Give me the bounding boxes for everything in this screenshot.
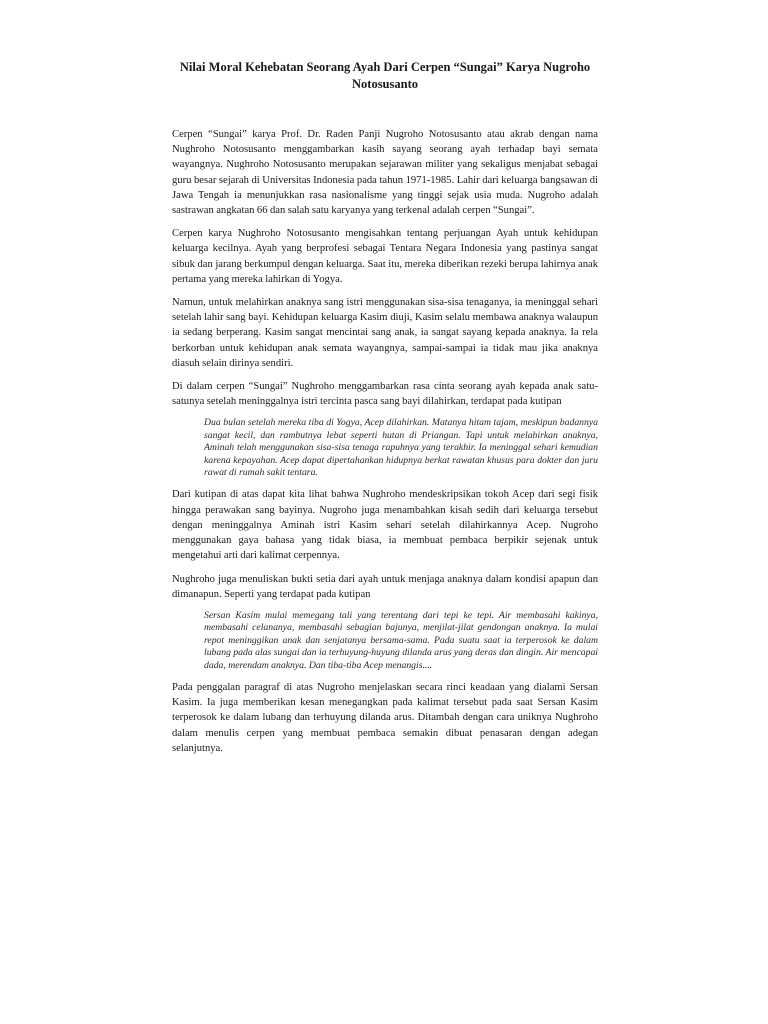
- document-title: Nilai Moral Kehebatan Seorang Ayah Dari Cerpen “Sungai” Karya Nugroho Notosusanto: [179, 60, 591, 91]
- quotation-2: Sersan Kasim mulai memegang tali yang terentang dari tepi ke tepi. Air membasahi kakinya, membasahi celananya, membasahi sebagian bajunya, menjilat-jilat gendongan anaknya. Ia mulai repot meninggikan anak dan senjatanya bersama-sama. Pada suatu saat ia terperosok ke dalam lubang pada alas sungai dan ia terhuyung-huyung dilanda arus yang deras dan dingin. Air mencapai dada, merendam anaknya. Dan tiba-tiba Acep menangis....: [204, 609, 598, 671]
- paragraph-analysis-1: Dari kutipan di atas dapat kita lihat bahwa Nughroho mendeskripsikan tokoh Acep dari segi fisik hingga perawakan sang bayinya. Nugroho juga menambahkan kisah sedih dari keluarga tersebut dengan meninggalnya Aminah istri Kasim sehari setelah dilahirkannya Acep. Nugroho menggunakan gaya bahasa yang tidak biasa, ia membuat pembaca berpikir sejenak untuk mengetahui arti dari kalimat cerpennya.: [172, 489, 598, 562]
- paragraph-closing: Pada penggalan paragraf di atas Nugroho menjelaskan secara rinci keadaan yang dialami Sersan Kasim. Ia juga memberikan kesan menegangkan pada kalimat tersebut pada saat Sersan Kasim terperosok ke dalam lubang dan terhuyung dilanda arus. Ditambah dengan cara uniknya Nughroho dalam menulis cerpen yang membuat pembaca semakin dibuat penasaran dengan adegan selanjutnya.: [172, 681, 598, 754]
- paragraph-wife-death: Namun, untuk melahirkan anaknya sang istri menggunakan sisa-sisa tenaganya, ia meninggal sehari setelah lahir sang bayi. Kehidupan keluarga Kasim diuji, Kasim selalu membawa anaknya walaupun ia sedang berperang. Kasim sangat mencintai sang anak, ia sangat sayang kepada anaknya. Ia rela berkorban untuk kehidupan anak semata wayangnya, sampai-sampai ia tidak mau jika anaknya diasuh selain dirinya sendiri.: [172, 297, 598, 369]
- paragraph-story-summary: Cerpen karya Nughroho Notosusanto mengisahkan tentang perjuangan Ayah untuk kehidupan keluarga kecilnya. Ayah yang berprofesi sebagai Tentara Negara Indonesia yang pastinya sangat sibuk dan jarang berkumpul dengan keluarga. Saat itu, mereka diberikan rezeki berupa lahirnya anak pertama yang mereka lahirkan di Yogya.: [172, 228, 598, 285]
- quotation-1: Dua bulan setelah mereka tiba di Yogya, Acep dilahirkan. Matanya hitam tajam, meskipun badannya sangat kecil, dan rambutnya lebat seperti hutan di Priangan. Tapi untuk melahirkan anaknya, Aminah telah menggunakan sisa-sisa tenaga rapuhnya yang terakhir. Ia meninggal sehari kemudian karena kepayahan. Acep dapat dipertahankan hidupnya berkat rawatan khusus para dokter dan juru rawat di rumah sakit tentara.: [204, 417, 598, 479]
- paragraph-intro: Cerpen “Sungai” karya Prof. Dr. Raden Panji Nugroho Notosusanto atau akrab dengan nama Nughroho Notosusanto menggambarkan kasih sayang seorang ayah terhadap bayi semata wayangnya. Nughroho Notosusanto merupakan sejarawan militer yang sekaligus menjabat sebagai guru besar sejarah di Universitas Indonesia pada tahun 1971-1985. Lahir dari keluarga bangsawan di Jawa Tengah ia menunjukkan rasa nasionalisme yang tinggi sejak usia muda. Nugroho adalah sastrawan angkatan 66 dan salah satu karyanya yang terkenal adalah cerpen “Sungai”.: [172, 129, 598, 217]
- paragraph-quote-intro-1: Di dalam cerpen “Sungai” Nughroho menggambarkan rasa cinta seorang ayah kepada anak satu-satunya setelah meninggalnya istri tercinta pasca sang bayi dilahirkan, terdapat pada kutipan: [172, 381, 598, 408]
- paragraph-quote-intro-2: Nughroho juga menuliskan bukti setia dari ayah untuk menjaga anaknya dalam kondisi apapun dan dimanapun. Seperti yang terdapat pada kutipan: [172, 573, 598, 600]
- document-page: [172, 59, 598, 764]
